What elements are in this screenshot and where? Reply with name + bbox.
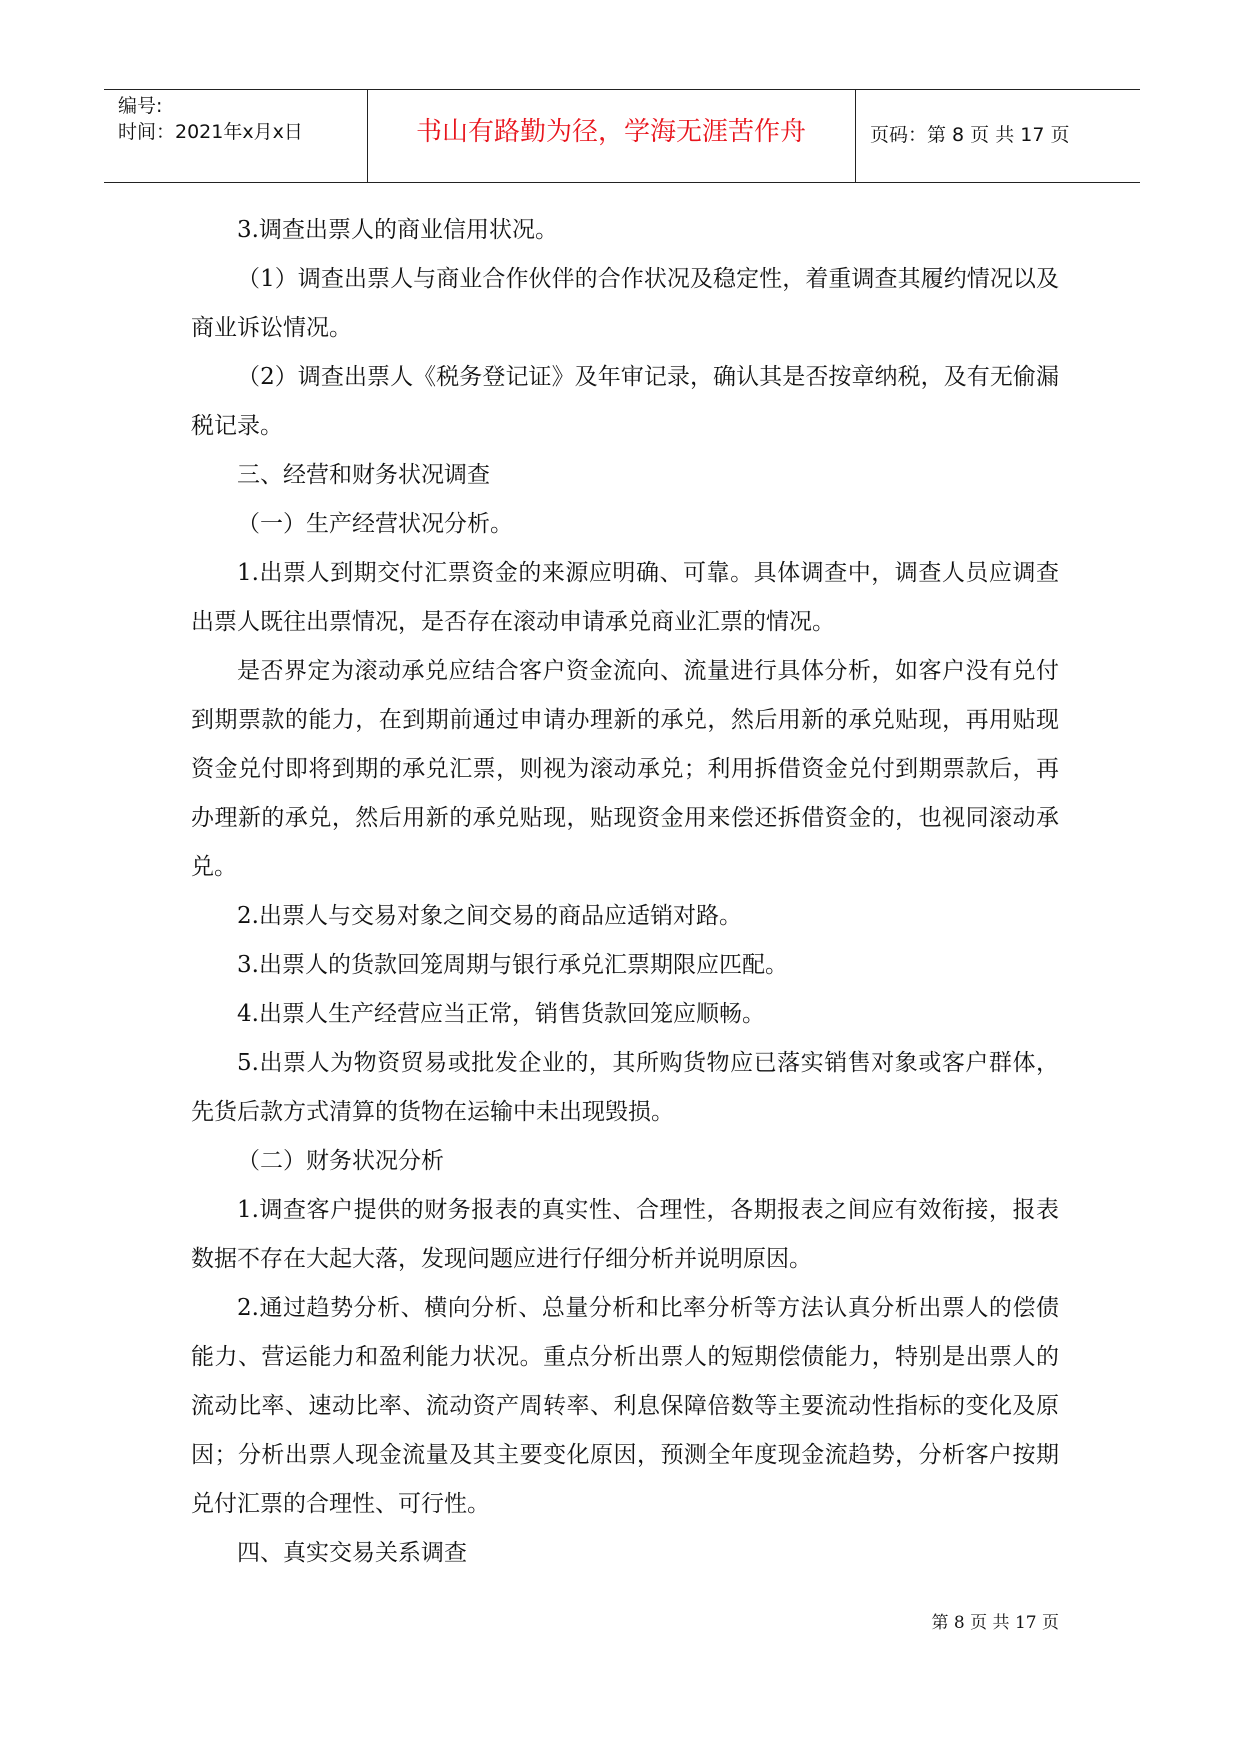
page-header xyxy=(104,89,1140,183)
document-date-label: 时间：2021年x月x日 xyxy=(118,121,303,143)
document-number-label: 编号: xyxy=(118,95,163,117)
paragraph: 1.调查客户提供的财务报表的真实性、合理性，各期报表之间应有效衔接，报表数据不存在大起大落，发现问题应进行仔细分析并说明原因。 xyxy=(191,1197,1059,1272)
subsection-heading: （二）财务状况分析 xyxy=(237,1148,444,1174)
paragraph: 3.出票人的货款回笼周期与银行承兑汇票期限应匹配。 xyxy=(237,952,788,978)
paragraph: 2.出票人与交易对象之间交易的商品应适销对路。 xyxy=(237,903,742,929)
section-heading: 三、经营和财务状况调查 xyxy=(237,462,490,488)
paragraph: （1）调查出票人与商业合作伙伴的合作状况及稳定性，着重调查其履约情况以及商业诉讼情况。 xyxy=(191,266,1059,341)
paragraph: （2）调查出票人《税务登记证》及年审记录，确认其是否按章纳税，及有无偷漏税记录。 xyxy=(191,364,1059,439)
paragraph: 1.出票人到期交付汇票资金的来源应明确、可靠。具体调查中，调查人员应调查出票人既往出票情况，是否存在滚动申请承兑商业汇票的情况。 xyxy=(191,560,1059,635)
paragraph: 是否界定为滚动承兑应结合客户资金流向、流量进行具体分析，如客户没有兑付到期票款的能力，在到期前通过申请办理新的承兑，然后用新的承兑贴现，再用贴现资金兑付即将到期的承兑汇票，则视为滚动承兑；利用拆借资金兑付到期票款后，再办理新的承兑，然后用新的承兑贴现，贴现资金用来偿还拆借资金的，也视同滚动承兑。 xyxy=(191,658,1059,880)
paragraph: 3.调查出票人的商业信用状况。 xyxy=(237,217,558,243)
document-body xyxy=(191,206,1059,1578)
paragraph: 4.出票人生产经营应当正常，销售货款回笼应顺畅。 xyxy=(237,1001,765,1027)
header-motto: 书山有路勤为径，学海无涯苦作舟 xyxy=(415,117,806,147)
header-divider-right xyxy=(855,90,856,182)
paragraph: 5.出票人为物资贸易或批发企业的，其所购货物应已落实销售对象或客户群体，先货后款方式清算的货物在运输中未出现毁损。 xyxy=(191,1050,1059,1125)
section-heading: 四、真实交易关系调查 xyxy=(237,1540,467,1566)
page-footer: 第 8 页 共 17 页 xyxy=(931,1613,1059,1633)
subsection-heading: （一）生产经营状况分析。 xyxy=(237,511,513,537)
header-page-number: 页码：第 8 页 共 17 页 xyxy=(870,124,1070,146)
header-meta xyxy=(118,93,303,145)
paragraph: 2.通过趋势分析、横向分析、总量分析和比率分析等方法认真分析出票人的偿债能力、营运能力和盈利能力状况。重点分析出票人的短期偿债能力，特别是出票人的流动比率、速动比率、流动资产周转率、利息保障倍数等主要流动性指标的变化及原因；分析出票人现金流量及其主要变化原因，预测全年度现金流趋势，分析客户按期兑付汇票的合理性、可行性。 xyxy=(191,1295,1059,1517)
